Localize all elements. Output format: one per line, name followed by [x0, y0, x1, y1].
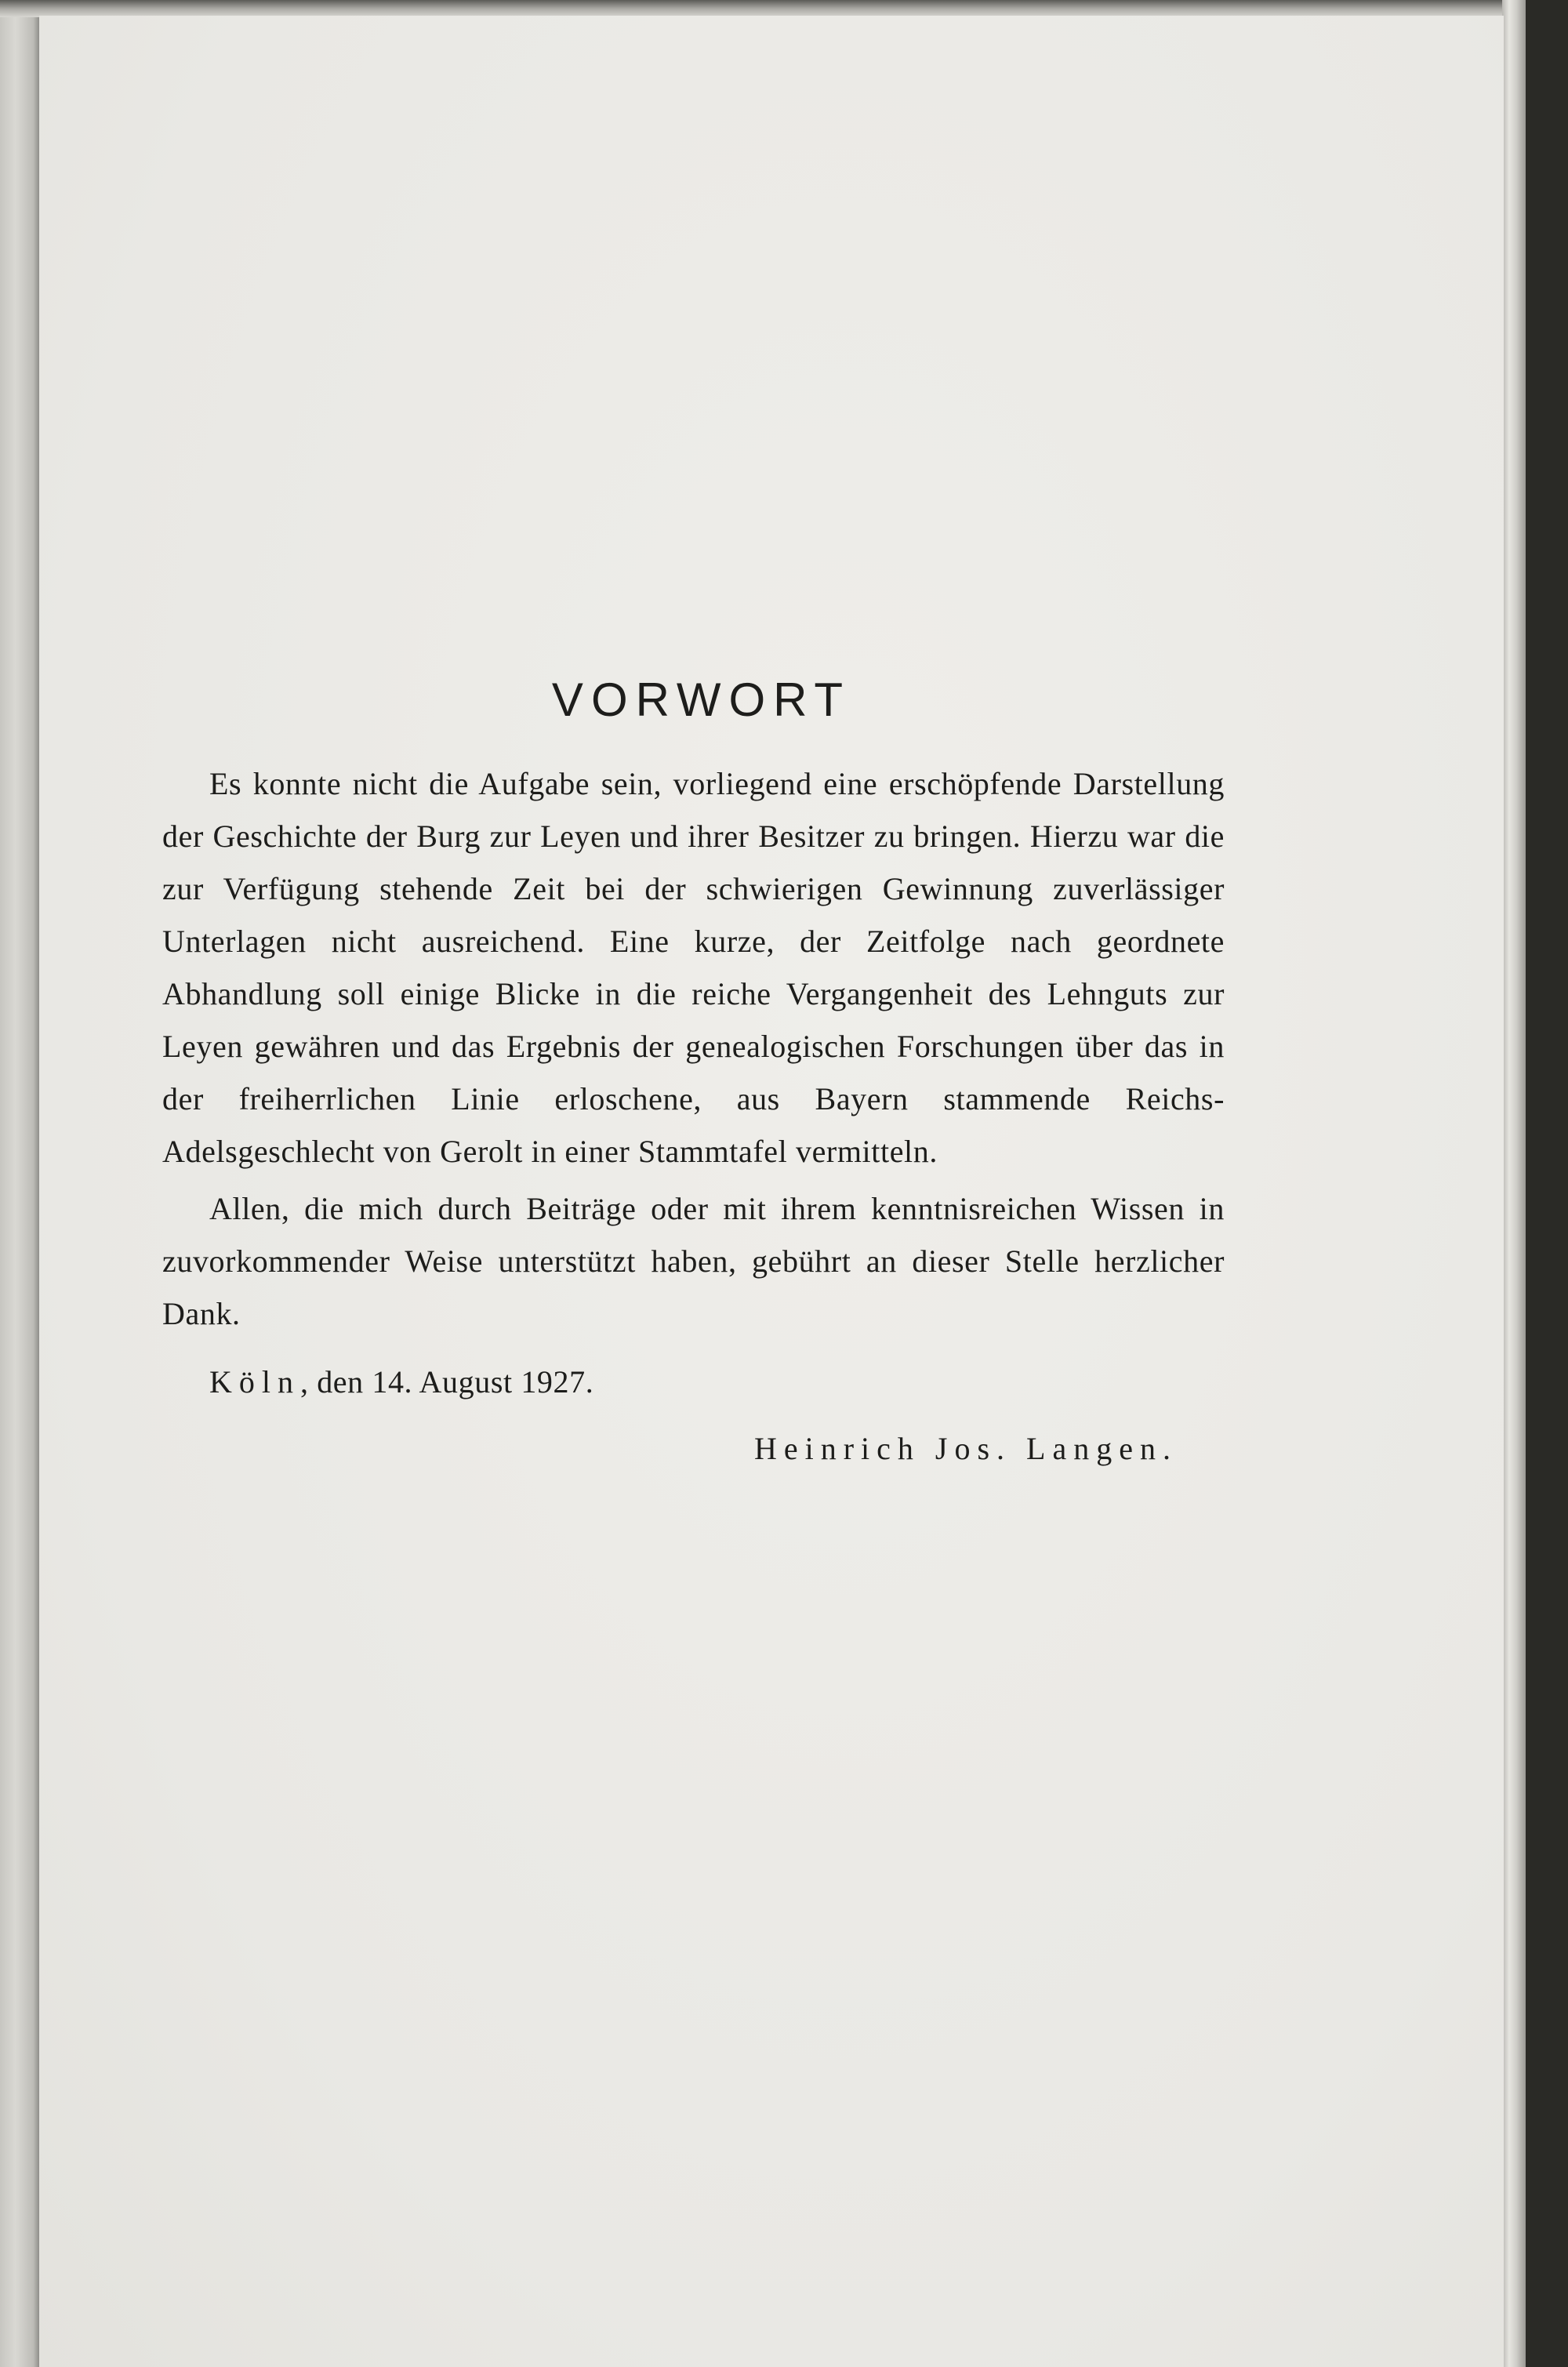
date-text: , den 14. August 1927.	[300, 1364, 594, 1400]
foreword-paragraph-2: Allen, die mich durch Beiträge oder mit ihrem kenntnisreichen Wissen in zuvorkommender Weise unterstützt haben, gebührt an dieser Stelle herzlicher Dank.	[162, 1191, 1225, 1331]
page-right-edge	[1502, 0, 1526, 2367]
place-date-line	[162, 1356, 1225, 1408]
place-name: Köln	[209, 1364, 300, 1400]
foreword-paragraph-1: Es konnte nicht die Aufgabe sein, vorliegend eine erschöpfende Darstellung der Geschichte der Burg zur Leyen und ihrer Besitzer zu bringen. Hierzu war die zur Verfügung stehende Zeit bei der schwierigen Gewinnung zuverlässiger Unterlagen nicht ausreichend. Eine kurze, der Zeitfolge nach geordnete Abhandlung soll einige Blicke in die reiche Vergangenheit des Lehnguts zur Leyen gewähren und das Ergebnis der genealogischen Forschungen über das in der freiherrlichen Linie erloschene, aus Bayern stammende Reichs-Adelsgeschlecht von Gerolt in einer Stammtafel vermitteln.	[162, 766, 1225, 1169]
page-top-edge	[0, 0, 1526, 17]
foreword-text-block	[162, 674, 1225, 1475]
page-title: VORWORT	[551, 673, 851, 726]
book-spine-shadow	[0, 0, 39, 2367]
author-signature: Heinrich Jos. Langen.	[753, 1431, 1178, 1466]
book-page	[39, 16, 1504, 2367]
